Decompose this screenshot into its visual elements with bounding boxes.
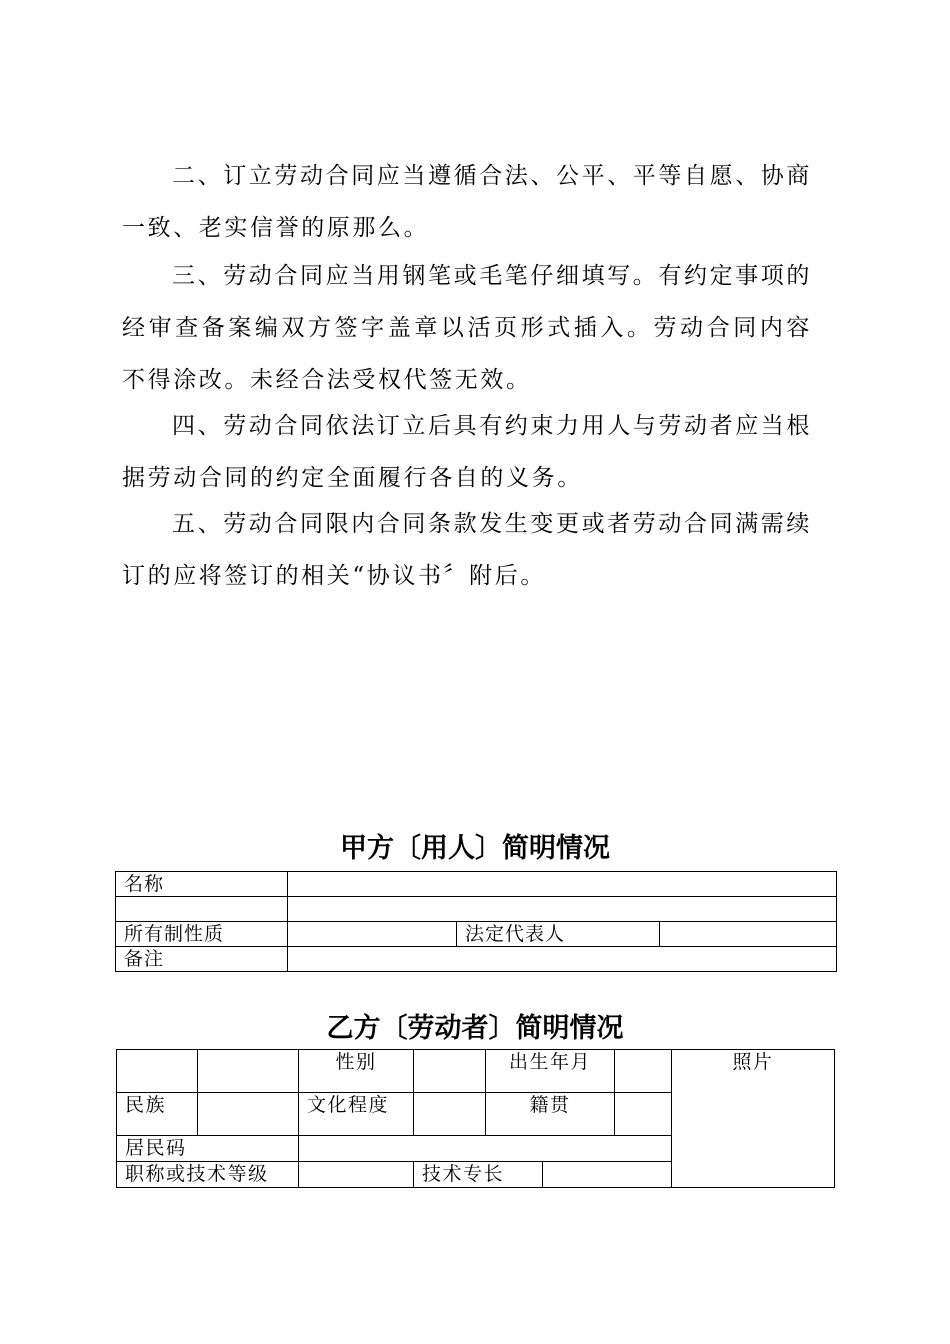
paragraph-3: 三、劳动合同应当用钢笔或毛笔仔细填写。有约定事项的经审查备案编双方签字盖章以活页形式插入。劳动合同内容不得涂改。未经合法受权代签无效。 xyxy=(122,263,812,393)
paragraph-2: 二、订立劳动合同应当遵循合法、公平、平等自愿、协商一致、老实信誉的原那么。 xyxy=(122,163,812,241)
ownership-label: 所有制性质 xyxy=(116,922,288,947)
specialty-field[interactable] xyxy=(543,1162,672,1188)
table-row xyxy=(116,922,837,947)
legal-rep-label: 法定代表人 xyxy=(457,922,660,947)
native-place-label: 籍贯 xyxy=(486,1093,615,1136)
employee-section-title: 乙方〔劳动者〕简明情况 xyxy=(326,1013,624,1044)
birth-field[interactable] xyxy=(615,1050,672,1093)
blank-field[interactable] xyxy=(288,897,837,922)
education-label: 文化程度 xyxy=(299,1093,414,1136)
employee-name-field[interactable] xyxy=(198,1050,299,1093)
name-label: 名称 xyxy=(116,872,288,897)
title-level-label: 职称或技术等级 xyxy=(117,1162,299,1188)
name-field[interactable] xyxy=(288,872,837,897)
legal-rep-field[interactable] xyxy=(660,922,837,947)
blank-label-cell xyxy=(116,897,288,922)
resident-id-field[interactable] xyxy=(299,1136,672,1162)
blank-label-cell xyxy=(117,1050,198,1093)
gender-field[interactable] xyxy=(414,1050,486,1093)
education-field[interactable] xyxy=(414,1093,486,1136)
employer-info-table xyxy=(115,871,837,972)
gender-label: 性别 xyxy=(299,1050,414,1093)
birth-label: 出生年月 xyxy=(486,1050,615,1093)
employee-info-table xyxy=(116,1049,835,1188)
specialty-label: 技术专长 xyxy=(414,1162,543,1188)
photo-cell: 照片 xyxy=(672,1050,835,1188)
table-row xyxy=(117,1050,835,1093)
remarks-label: 备注 xyxy=(116,947,288,972)
ethnicity-field[interactable] xyxy=(198,1093,299,1136)
remarks-field[interactable] xyxy=(288,947,837,972)
resident-id-label: 居民码 xyxy=(117,1136,299,1162)
employer-section-title: 甲方〔用人〕简明情况 xyxy=(340,833,610,864)
title-level-field[interactable] xyxy=(299,1162,414,1188)
ethnicity-label: 民族 xyxy=(117,1093,198,1136)
table-row xyxy=(116,947,837,972)
table-row xyxy=(116,872,837,897)
native-place-field[interactable] xyxy=(615,1093,672,1136)
table-row xyxy=(116,897,837,922)
paragraph-4: 四、劳动合同依法订立后具有约束力用人与劳动者应当根据劳动合同的约定全面履行各自的义务。 xyxy=(122,413,812,491)
paragraph-5: 五、劳动合同限内合同条款发生变更或者劳动合同满需续订的应将签订的相关“协议书〞附后。 xyxy=(122,511,812,589)
ownership-field[interactable] xyxy=(288,922,457,947)
